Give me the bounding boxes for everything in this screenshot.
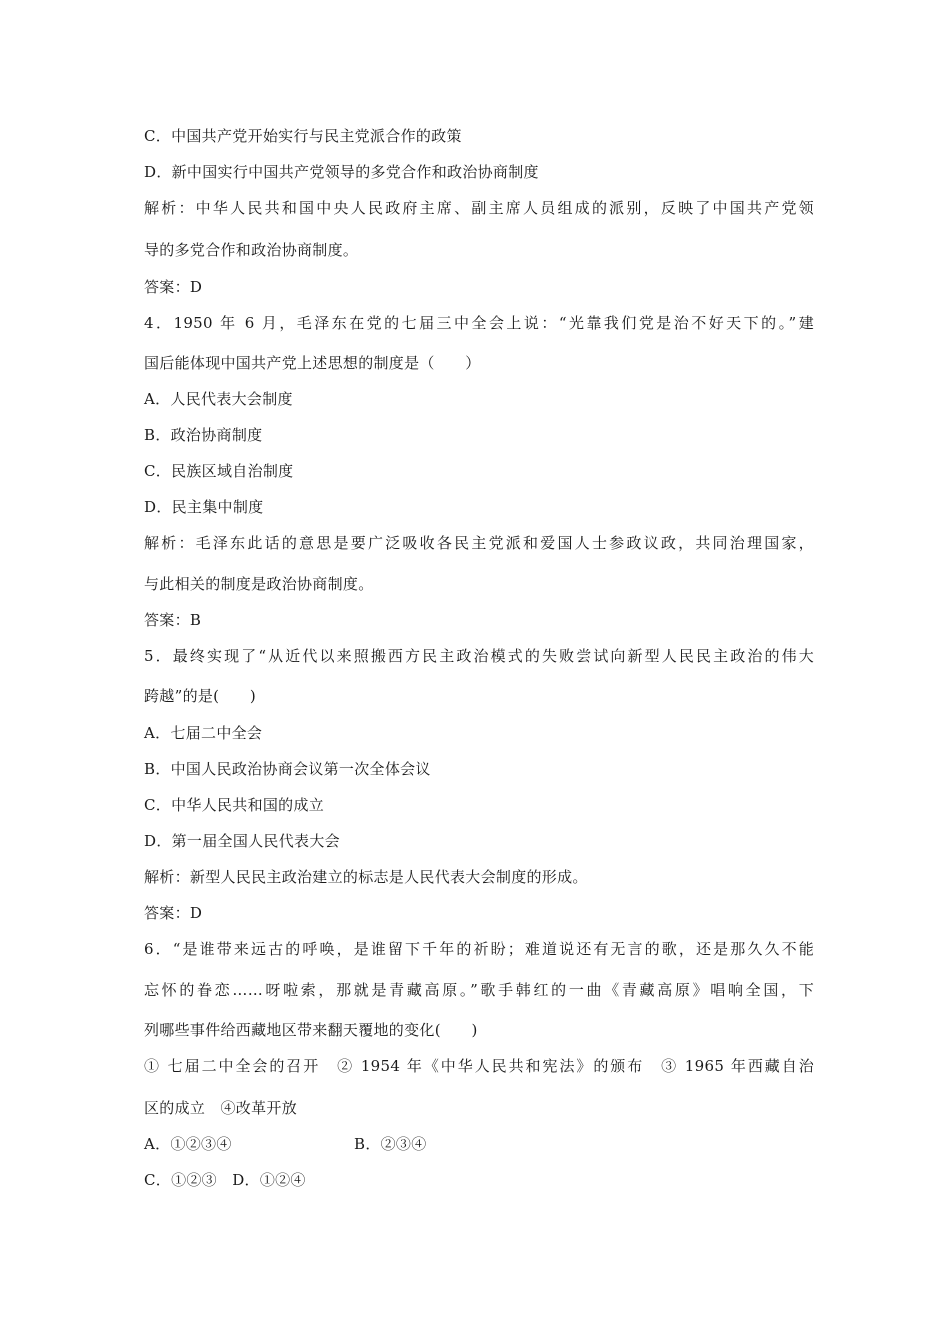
q4-option-b: B．政治协商制度 (144, 426, 263, 444)
q4-answer: 答案：B (144, 611, 202, 629)
q5-stem-line1: 5．最终实现了“从近代以来照搬西方民主政治模式的失败尝试向新型人民民主政治的伟大 (144, 647, 814, 665)
q5-stem-line2: 跨越”的是( ) (144, 687, 257, 705)
q6-option-d: D．①②④ (232, 1171, 306, 1189)
q4-stem-line1: 4．1950 年 6 月，毛泽东在党的七届三中全会上说：“光靠我们党是治不好天下的。”建 (144, 314, 814, 332)
q6-option-c: C．①②③ (144, 1171, 217, 1189)
q3-analysis-line1: 解析：中华人民共和国中央人民政府主席、副主席人员组成的派别，反映了中国共产党领 (144, 199, 814, 217)
q3-option-d: D．新中国实行中国共产党领导的多党合作和政治协商制度 (144, 163, 539, 181)
q6-stem-line1: 6．“是谁带来远古的呼唤，是谁留下千年的祈盼；难道说还有无言的歌，还是那久久不能 (144, 940, 814, 958)
q5-answer: 答案：D (144, 904, 203, 922)
q6-option-a: A．①②③④ (144, 1135, 232, 1153)
q3-analysis-line2: 导的多党合作和政治协商制度。 (144, 241, 359, 259)
q5-option-b: B．中国人民政治协商会议第一次全体会议 (144, 760, 431, 778)
q6-items-line1: ① 七届二中全会的召开 ② 1954 年《中华人民共和宪法》的颁布 ③ 1965 年西藏自治 (144, 1057, 814, 1075)
q4-analysis-line2: 与此相关的制度是政治协商制度。 (144, 575, 374, 593)
q3-answer: 答案：D (144, 278, 203, 296)
q5-option-d: D．第一届全国人民代表大会 (144, 832, 340, 850)
q5-option-c: C．中华人民共和国的成立 (144, 796, 325, 814)
q4-option-d: D．民主集中制度 (144, 498, 264, 516)
q6-items-line2: 区的成立 ④改革开放 (144, 1099, 298, 1117)
q4-option-a: A．人民代表大会制度 (144, 390, 293, 408)
q6-options-row1 (144, 1134, 814, 1154)
q6-stem-line2: 忘怀的眷恋……呀啦索，那就是青藏高原。”歌手韩红的一曲《青藏高原》唱响全国，下 (144, 981, 814, 999)
q3-option-c: C．中国共产党开始实行与民主党派合作的政策 (144, 127, 462, 145)
q5-analysis: 解析：新型人民民主政治建立的标志是人民代表大会制度的形成。 (144, 868, 588, 886)
q6-option-b: B．②③④ (354, 1135, 427, 1153)
q5-option-a: A．七届二中全会 (144, 724, 263, 742)
q4-stem-line2: 国后能体现中国共产党上述思想的制度是（ ） (144, 354, 481, 372)
q4-analysis-line1: 解析：毛泽东此话的意思是要广泛吸收各民主党派和爱国人士参政议政，共同治理国家， (144, 534, 814, 552)
q6-options-row2 (144, 1170, 814, 1190)
q4-option-c: C．民族区域自治制度 (144, 462, 294, 480)
q6-stem-line3: 列哪些事件给西藏地区带来翻天覆地的变化( ) (144, 1021, 478, 1039)
